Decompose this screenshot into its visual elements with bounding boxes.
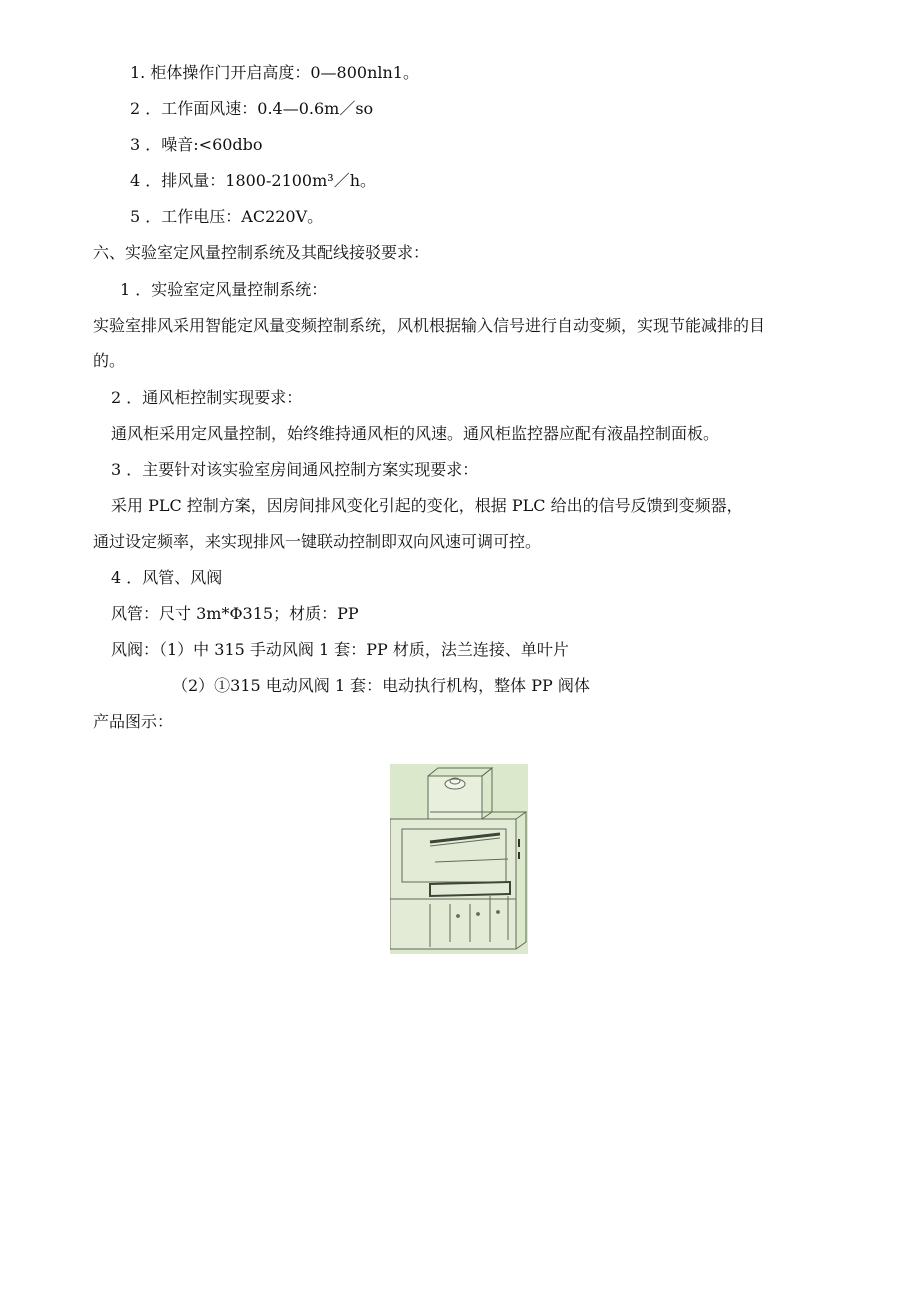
fume-hood-illustration-icon	[390, 764, 528, 954]
duct-spec: 风管：尺寸 3m*Φ315；材质：PP	[111, 604, 359, 623]
spec-item-5: 5 ．工作电压：AC220V。	[130, 207, 324, 226]
section-heading-6: 六、实验室定风量控制系统及其配线接驳要求：	[93, 243, 430, 262]
subsection-3: 3 ．主要针对该实验室房间通风控制方案实现要求：	[111, 460, 479, 479]
paragraph-2: 通风柜采用定风量控制，始终维持通风柜的风速。通风柜监控器应配有液晶控制面板。	[111, 424, 720, 443]
subsection-2: 2 ．通风柜控制实现要求：	[111, 388, 303, 407]
spec-item-2: 2 ．工作面风速：0.4—0.6m／so	[130, 99, 374, 118]
paragraph-3a: 采用 PLC 控制方案，因房间排风变化引起的变化，根据 PLC 给出的信号反馈到变频器，	[111, 496, 743, 515]
paragraph-1a: 实验室排风采用智能定风量变频控制系统，风机根据输入信号进行自动变频，实现节能减排的目	[93, 316, 766, 335]
valve-spec-2: （2）①315 电动风阀 1 套：电动执行机构，整体 PP 阀体	[172, 676, 590, 695]
subsection-4: 4 ．风管、风阀	[111, 568, 223, 587]
spec-item-1: 1. 柜体操作门开启高度：0—800nln1。	[130, 63, 419, 82]
product-image	[390, 764, 528, 954]
figure-caption: 产品图示：	[93, 712, 174, 731]
subsection-1: 1 ．实验室定风量控制系统：	[120, 280, 328, 299]
valve-spec-1: 风阀：（1）中 315 手动风阀 1 套：PP 材质，法兰连接、单叶片	[111, 640, 569, 659]
spec-item-3: 3 ．噪音:<60dbo	[130, 135, 263, 154]
paragraph-3b: 通过设定频率，来实现排风一键联动控制即双向风速可调可控。	[93, 532, 542, 551]
paragraph-1b: 的。	[93, 351, 126, 370]
spec-item-4: 4 ．排风量：1800-2100m³／h。	[130, 171, 377, 190]
